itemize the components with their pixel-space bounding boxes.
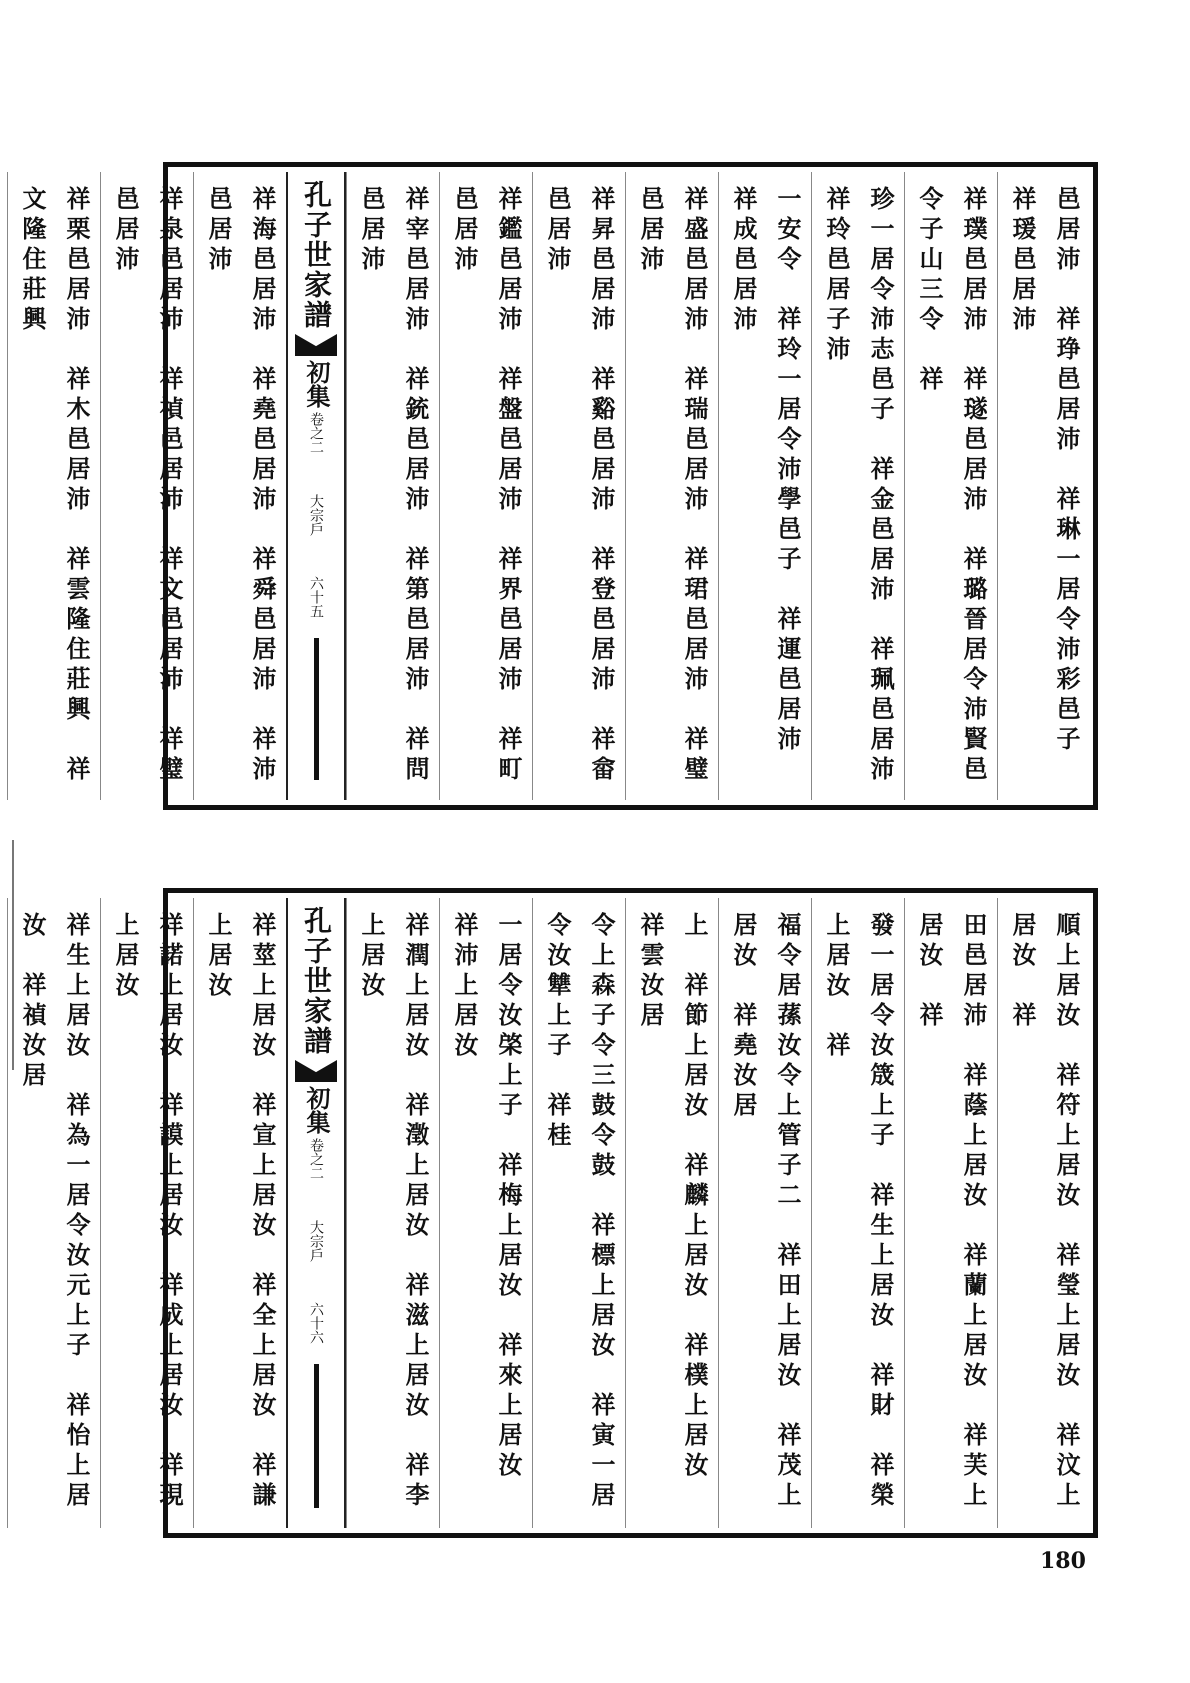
bottom-col-5 bbox=[625, 898, 718, 1528]
top-col-text: 祥海邑居沛 祥堯邑居沛 祥舜邑居沛 祥沛邑居沛 bbox=[204, 186, 277, 786]
top-col-7 bbox=[439, 172, 532, 800]
bottom-col-12 bbox=[0, 898, 7, 1528]
leaf-number: 六十六 bbox=[308, 1302, 324, 1344]
top-col-9 bbox=[193, 172, 286, 800]
book-title: 孔子世家譜 bbox=[300, 906, 333, 1056]
top-col-text: 祥昇邑居沛 祥谿邑居沛 祥登邑居沛 祥畲邑居沛 bbox=[543, 186, 616, 786]
top-col-11 bbox=[7, 172, 100, 800]
center-bar bbox=[314, 1364, 319, 1508]
page-number: 180 bbox=[1040, 1548, 1086, 1574]
center-bar bbox=[314, 638, 319, 780]
volume-label: 卷之二 bbox=[308, 412, 324, 454]
top-col-3 bbox=[811, 172, 904, 816]
bottom-col-3 bbox=[811, 898, 904, 1528]
top-col-text: 邑居沛 祥琤邑居沛 祥琳一居令沛彩邑子 祥瑗邑居沛 bbox=[1008, 186, 1081, 786]
fish-tail-mark-icon bbox=[295, 1060, 337, 1082]
top-page-grid bbox=[18, 172, 1090, 816]
bottom-page-frame bbox=[18, 888, 1098, 1538]
volume-label: 卷之二 bbox=[308, 1138, 324, 1180]
leaf-number: 六十五 bbox=[308, 576, 324, 618]
bottom-col-text bbox=[0, 898, 7, 1528]
top-col-10 bbox=[100, 172, 193, 800]
house-label: 大宗戶 bbox=[308, 1220, 324, 1262]
top-col-text: 祥盛邑居沛 祥瑞邑居沛 祥珺邑居沛 祥璧邑居沛 bbox=[636, 186, 709, 786]
book-title: 孔子世家譜 bbox=[300, 180, 333, 330]
bottom-col-text: 令上森子令三鼓令鼓 祥標上居汝 祥寅一居令汝犨上子 祥桂 bbox=[543, 912, 616, 1512]
collection-label: 初集 bbox=[302, 360, 331, 408]
top-col-text: 祥栗邑居沛 祥木邑居沛 祥雲隆住莊興 祥文隆住莊興 bbox=[18, 186, 91, 786]
bottom-col-text: 福令居蓀汝令上管子二 祥田上居汝 祥茂上居汝 祥堯汝居 bbox=[729, 912, 802, 1512]
top-page-center-column bbox=[286, 172, 346, 800]
top-page-frame bbox=[18, 162, 1098, 816]
bottom-page-grid bbox=[18, 898, 1090, 1528]
top-col-12 bbox=[0, 172, 7, 800]
collection-label: 初集 bbox=[302, 1086, 331, 1134]
bottom-col-6 bbox=[532, 898, 625, 1528]
top-col-5 bbox=[625, 172, 718, 800]
bottom-col-text: 祥潤上居汝 祥澂上居汝 祥滋上居汝 祥李上居汝 bbox=[357, 912, 430, 1512]
bottom-col-11 bbox=[7, 898, 100, 1528]
top-col-text: 祥鑑邑居沛 祥盤邑居沛 祥界邑居沛 祥町邑居沛 bbox=[450, 186, 523, 786]
bottom-col-text: 發一居令汝筬上子 祥生上居汝 祥財 祥榮上居汝 祥 bbox=[822, 912, 895, 1512]
top-col-4 bbox=[718, 172, 811, 800]
bottom-col-4 bbox=[718, 898, 811, 1528]
top-col-text: 祥宰邑居沛 祥銃邑居沛 祥第邑居沛 祥問邑居沛 bbox=[357, 186, 430, 786]
bottom-col-2 bbox=[904, 898, 997, 1528]
bottom-col-1 bbox=[997, 898, 1090, 1528]
top-col-text: 珍一居令沛志邑子 祥金邑居沛 祥珮邑居沛 祥玲邑居子沛 bbox=[822, 186, 895, 816]
top-col-text: 一安令 祥玲一居令沛學邑子 祥運邑居沛 祥成邑居沛 bbox=[729, 186, 802, 786]
top-col-text bbox=[0, 172, 7, 800]
bottom-col-text: 祥諾上居汝 祥謨上居汝 祥成上居汝 祥現上居汝 bbox=[111, 912, 184, 1512]
bottom-col-8 bbox=[346, 898, 439, 1528]
fish-tail-mark-icon bbox=[295, 334, 337, 356]
bottom-page-center-column bbox=[286, 898, 346, 1528]
bottom-col-text: 上 祥節上居汝 祥麟上居汝 祥樸上居汝 祥雲汝居 bbox=[636, 912, 709, 1512]
bottom-col-text: 田邑居沛 祥蔭上居汝 祥蘭上居汝 祥芙上居汝 祥 bbox=[915, 912, 988, 1512]
top-col-text: 祥璞邑居沛 祥璲邑居沛 祥璐晉居令沛賢邑令子山三令 祥 bbox=[915, 186, 988, 786]
bottom-col-10 bbox=[100, 898, 193, 1528]
bottom-col-text: 祥莖上居汝 祥宣上居汝 祥全上居汝 祥謙上居汝 bbox=[204, 912, 277, 1512]
top-col-8 bbox=[346, 172, 439, 800]
bottom-col-9 bbox=[193, 898, 286, 1528]
bottom-col-7 bbox=[439, 898, 532, 1528]
top-col-1 bbox=[997, 172, 1090, 800]
bottom-col-text: 一居令汝棨上子 祥梅上居汝 祥來上居汝 祥沛上居汝 bbox=[450, 912, 523, 1512]
bottom-col-text: 順上居汝 祥符上居汝 祥瑩上居汝 祥汶上居汝 祥 bbox=[1008, 912, 1081, 1512]
top-col-text: 祥泉邑居沛 祥禎邑居沛 祥文邑居沛 祥璧邑居沛 bbox=[111, 186, 184, 786]
top-col-2 bbox=[904, 172, 997, 800]
house-label: 大宗戶 bbox=[308, 494, 324, 536]
top-col-6 bbox=[532, 172, 625, 800]
bottom-col-text: 祥生上居汝 祥為一居令汝元上子 祥怡上居汝 祥禎汝居 bbox=[18, 912, 91, 1512]
